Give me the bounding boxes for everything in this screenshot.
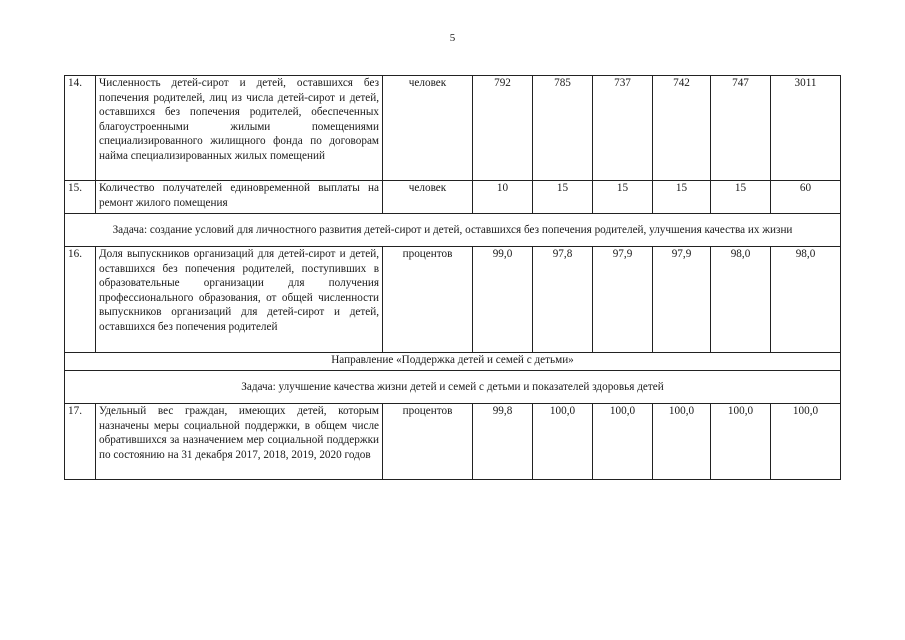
value-cell: 100,0 <box>711 404 771 480</box>
page-number: 5 <box>449 32 456 44</box>
task-row <box>65 371 841 404</box>
table-row <box>65 76 841 181</box>
indicator-description: Количество получателей единовременной выплаты на ремонт жилого помещения <box>96 181 383 214</box>
value-cell: 99,0 <box>473 247 533 353</box>
unit-cell: человек <box>383 181 473 214</box>
table-row <box>65 247 841 353</box>
table-row <box>65 404 841 480</box>
unit-cell: человек <box>383 76 473 181</box>
value-cell: 10 <box>473 181 533 214</box>
row-number: 14. <box>65 76 96 181</box>
total-cell: 3011 <box>771 76 841 181</box>
value-cell: 792 <box>473 76 533 181</box>
indicator-description: Численность детей-сирот и детей, оставшихся без попечения родителей, лиц из числа детей-сирот и детей, оставшихся без попечения родителей, обеспеченных благоустроенными жилыми помещениями специализированного жилищного фонда по договорам найма специализированных жилых помещений <box>96 76 383 181</box>
value-cell: 100,0 <box>533 404 593 480</box>
indicator-description: Удельный вес граждан, имеющих детей, которым назначены меры социальной поддержки, в общем числе обратившихся за назначением мер социальной поддержки по состоянию на 31 декабря 2017, 2018, 2019, 2020 годов <box>96 404 383 480</box>
value-cell: 100,0 <box>653 404 711 480</box>
value-cell: 15 <box>593 181 653 214</box>
indicators-table <box>64 75 841 480</box>
direction-heading: Направление «Поддержка детей и семей с детьми» <box>65 353 841 371</box>
value-cell: 15 <box>653 181 711 214</box>
value-cell: 737 <box>593 76 653 181</box>
table-row <box>65 181 841 214</box>
total-cell: 100,0 <box>771 404 841 480</box>
value-cell: 747 <box>711 76 771 181</box>
value-cell: 742 <box>653 76 711 181</box>
value-cell: 100,0 <box>593 404 653 480</box>
row-number: 15. <box>65 181 96 214</box>
direction-row <box>65 353 841 371</box>
value-cell: 97,9 <box>653 247 711 353</box>
total-cell: 60 <box>771 181 841 214</box>
row-number: 16. <box>65 247 96 353</box>
total-cell: 98,0 <box>771 247 841 353</box>
task-heading: Задача: создание условий для личностного развития детей-сирот и детей, оставшихся без попечения родителей, улучшения качества их жизни <box>65 214 841 247</box>
value-cell: 99,8 <box>473 404 533 480</box>
value-cell: 15 <box>533 181 593 214</box>
value-cell: 97,9 <box>593 247 653 353</box>
task-heading: Задача: улучшение качества жизни детей и семей с детьми и показателей здоровья детей <box>65 371 841 404</box>
unit-cell: процентов <box>383 404 473 480</box>
value-cell: 15 <box>711 181 771 214</box>
value-cell: 98,0 <box>711 247 771 353</box>
value-cell: 785 <box>533 76 593 181</box>
task-row <box>65 214 841 247</box>
row-number: 17. <box>65 404 96 480</box>
indicator-description: Доля выпускников организаций для детей-сирот и детей, оставшихся без попечения родителей, поступивших в образовательные организации для получения профессионального образования, от общей численности выпускников организаций для детей-сирот и детей, оставшихся без попечения родителей <box>96 247 383 353</box>
unit-cell: процентов <box>383 247 473 353</box>
value-cell: 97,8 <box>533 247 593 353</box>
